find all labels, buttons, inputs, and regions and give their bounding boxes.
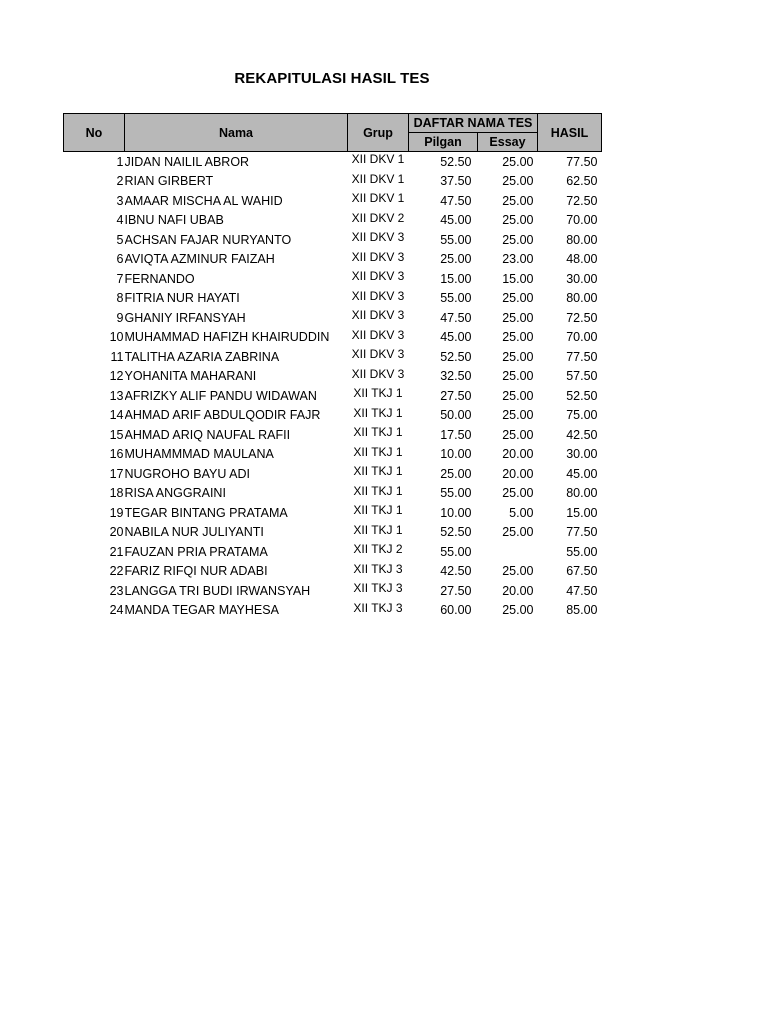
- cell-essay: 25.00: [502, 408, 534, 423]
- cell-hasil: 80.00: [566, 232, 598, 247]
- cell-grup: XII DKV 3: [351, 288, 405, 303]
- cell-nama: AMAAR MISCHA AL WAHID: [124, 193, 283, 208]
- cell-hasil: 85.00: [566, 603, 598, 618]
- cell-no: 3: [116, 193, 124, 208]
- cell-no: 2: [116, 174, 124, 189]
- table-row: [64, 269, 602, 289]
- cell-no: 19: [109, 505, 124, 520]
- cell-pilgan: 27.50: [440, 388, 472, 403]
- cell-no: 23: [109, 583, 124, 598]
- cell-essay: 25.00: [502, 603, 534, 618]
- cell-grup: XII TKJ 1: [353, 444, 403, 459]
- cell-pilgan: 45.00: [440, 213, 472, 228]
- cell-pilgan: 37.50: [440, 174, 472, 189]
- cell-grup: XII DKV 3: [351, 327, 405, 342]
- cell-essay: 25.00: [502, 564, 534, 579]
- table-row: [64, 172, 602, 192]
- table-row: [64, 581, 602, 601]
- header-no: No: [64, 114, 125, 152]
- cell-hasil: 42.50: [566, 427, 598, 442]
- cell-pilgan: 47.50: [440, 310, 472, 325]
- table-row: [64, 406, 602, 426]
- cell-grup: XII TKJ 1: [353, 503, 403, 517]
- cell-hasil: 45.00: [566, 466, 598, 481]
- cell-nama: ACHSAN FAJAR NURYANTO: [124, 232, 292, 247]
- cell-pilgan: 25.00: [440, 252, 472, 267]
- table-row: [64, 542, 602, 562]
- cell-nama: TEGAR BINTANG PRATAMA: [124, 505, 288, 520]
- cell-hasil: 77.50: [566, 525, 598, 540]
- cell-no: 11: [110, 349, 124, 364]
- table-row: [64, 250, 602, 270]
- cell-grup: XII TKJ 3: [353, 561, 403, 576]
- cell-hasil: 15.00: [566, 505, 598, 520]
- cell-grup: XII TKJ 3: [353, 600, 403, 615]
- cell-essay: 20.00: [502, 466, 534, 481]
- cell-grup: XII DKV 3: [351, 347, 405, 361]
- cell-hasil: 30.00: [566, 447, 598, 462]
- cell-pilgan: 52.50: [440, 525, 472, 540]
- cell-nama: IBNU NAFI UBAB: [124, 213, 224, 228]
- cell-essay: 25.00: [502, 232, 534, 247]
- cell-essay: 25.00: [502, 310, 534, 325]
- cell-grup: XII TKJ 2: [353, 542, 403, 556]
- table-row: [64, 523, 602, 543]
- cell-grup: XII DKV 3: [351, 308, 405, 322]
- cell-nama: LANGGA TRI BUDI IRWANSYAH: [124, 583, 311, 598]
- results-table: [63, 113, 602, 620]
- table-row: [64, 484, 602, 504]
- cell-pilgan: 50.00: [440, 408, 472, 423]
- cell-hasil: 77.50: [566, 349, 598, 364]
- cell-pilgan: 55.00: [440, 291, 472, 306]
- cell-essay: 20.00: [502, 447, 534, 462]
- table-row: [64, 503, 602, 523]
- cell-grup: XII TKJ 1: [353, 483, 403, 498]
- cell-grup: XII TKJ 1: [353, 522, 403, 537]
- cell-pilgan: 10.00: [440, 505, 472, 520]
- cell-hasil: 67.50: [566, 564, 598, 579]
- cell-hasil: 62.50: [566, 174, 598, 189]
- cell-essay: 25.00: [502, 174, 534, 189]
- cell-hasil: 75.00: [566, 408, 598, 423]
- cell-grup: XII TKJ 1: [353, 405, 403, 420]
- cell-essay: 25.00: [502, 427, 534, 442]
- cell-essay: 25.00: [502, 369, 534, 384]
- table-row: [64, 289, 602, 309]
- table-row: [64, 347, 602, 367]
- cell-no: 24: [109, 603, 124, 618]
- cell-pilgan: 42.50: [440, 564, 472, 579]
- cell-essay: 25.00: [502, 388, 534, 403]
- table-row: [64, 191, 602, 211]
- cell-essay: 20.00: [502, 583, 534, 598]
- cell-no: 10: [109, 330, 124, 345]
- cell-essay: 25.00: [502, 349, 534, 364]
- cell-essay: 25.00: [502, 525, 534, 540]
- cell-no: 18: [109, 486, 124, 501]
- cell-nama: YOHANITA MAHARANI: [124, 369, 257, 384]
- cell-grup: XII TKJ 3: [353, 581, 403, 595]
- table-header: [64, 114, 602, 152]
- cell-hasil: 57.50: [566, 369, 598, 384]
- table-row: [64, 425, 602, 445]
- cell-grup: XII DKV 1: [351, 152, 405, 166]
- cell-hasil: 48.00: [566, 252, 598, 267]
- cell-hasil: 55.00: [566, 544, 598, 559]
- table-row: [64, 445, 602, 465]
- cell-hasil: 70.00: [566, 213, 598, 228]
- cell-grup: XII TKJ 1: [353, 464, 403, 478]
- cell-pilgan: 32.50: [440, 369, 472, 384]
- cell-nama: RISA ANGGRAINI: [124, 486, 226, 501]
- cell-hasil: 77.50: [566, 154, 598, 169]
- cell-no: 7: [116, 271, 124, 286]
- header-pilgan: Pilgan: [409, 133, 478, 152]
- cell-essay: 5.00: [509, 505, 534, 520]
- table-row: [64, 464, 602, 484]
- header-nama: Nama: [125, 114, 348, 152]
- table-row: [64, 230, 602, 250]
- header-hasil: HASIL: [538, 114, 602, 152]
- cell-pilgan: 17.50: [440, 427, 472, 442]
- cell-nama: AVIQTA AZMINUR FAIZAH: [124, 252, 275, 267]
- cell-pilgan: 15.00: [440, 271, 472, 286]
- cell-hasil: 30.00: [566, 271, 598, 286]
- cell-nama: MANDA TEGAR MAYHESA: [124, 603, 279, 618]
- cell-grup: XII DKV 3: [351, 366, 405, 381]
- cell-hasil: 70.00: [566, 330, 598, 345]
- cell-no: 9: [116, 310, 124, 325]
- cell-pilgan: 45.00: [440, 330, 472, 345]
- cell-grup: XII DKV 1: [351, 191, 405, 205]
- cell-nama: FITRIA NUR HAYATI: [124, 291, 240, 306]
- cell-grup: XII TKJ 1: [353, 386, 403, 400]
- cell-nama: AHMAD ARIF ABDULQODIR FAJR: [124, 408, 321, 423]
- cell-nama: AHMAD ARIQ NAUFAL RAFII: [124, 427, 291, 442]
- cell-nama: NABILA NUR JULIYANTI: [124, 525, 264, 540]
- header-daftar-nama-tes: DAFTAR NAMA TES: [409, 114, 538, 133]
- cell-grup: XII DKV 3: [351, 230, 405, 244]
- cell-pilgan: 27.50: [440, 583, 472, 598]
- table-row: [64, 562, 602, 582]
- cell-no: 8: [116, 291, 124, 306]
- table-row: [64, 601, 602, 621]
- cell-no: 12: [109, 369, 124, 384]
- cell-hasil: 80.00: [566, 486, 598, 501]
- page-title: REKAPITULASI HASIL TES: [234, 70, 430, 87]
- cell-nama: JIDAN NAILIL ABROR: [124, 154, 250, 169]
- cell-no: 6: [116, 252, 124, 267]
- table-body: [64, 152, 602, 621]
- cell-nama: MUHAMMAD HAFIZH KHAIRUDDIN: [124, 330, 330, 345]
- cell-pilgan: 47.50: [440, 193, 472, 208]
- cell-essay: 15.00: [502, 271, 534, 286]
- cell-essay: 25.00: [502, 213, 534, 228]
- cell-no: 16: [109, 447, 124, 462]
- cell-nama: GHANIY IRFANSYAH: [124, 310, 246, 325]
- cell-pilgan: 52.50: [440, 349, 472, 364]
- cell-hasil: 52.50: [566, 388, 598, 403]
- cell-grup: XII DKV 2: [351, 210, 405, 225]
- cell-no: 13: [109, 388, 124, 403]
- cell-pilgan: 10.00: [440, 447, 472, 462]
- cell-nama: TALITHA AZARIA ZABRINA: [124, 349, 280, 364]
- cell-nama: NUGROHO BAYU ADI: [124, 466, 250, 481]
- cell-nama: FARIZ RIFQI NUR ADABI: [124, 564, 268, 579]
- cell-essay: 25.00: [502, 291, 534, 306]
- cell-pilgan: 55.00: [440, 486, 472, 501]
- table-row: [64, 386, 602, 406]
- cell-no: 15: [109, 427, 124, 442]
- cell-no: 14: [109, 408, 124, 423]
- table-row: [64, 328, 602, 348]
- table-row: [64, 308, 602, 328]
- cell-grup: XII TKJ 1: [353, 425, 403, 439]
- cell-nama: AFRIZKY ALIF PANDU WIDAWAN: [124, 388, 317, 403]
- cell-pilgan: 55.00: [440, 544, 472, 559]
- cell-essay: [478, 542, 538, 562]
- cell-no: 5: [116, 232, 124, 247]
- cell-nama: MUHAMMMAD MAULANA: [124, 447, 274, 462]
- table-row: [64, 367, 602, 387]
- cell-grup: XII DKV 3: [351, 249, 405, 264]
- cell-grup: XII DKV 1: [351, 171, 405, 186]
- cell-nama: FERNANDO: [124, 271, 195, 286]
- cell-no: 17: [109, 466, 124, 481]
- cell-essay: 25.00: [502, 486, 534, 501]
- cell-no: 20: [109, 525, 124, 540]
- cell-essay: 25.00: [502, 154, 534, 169]
- cell-hasil: 80.00: [566, 291, 598, 306]
- cell-no: 22: [109, 564, 124, 579]
- cell-nama: FAUZAN PRIA PRATAMA: [124, 544, 268, 559]
- cell-no: 4: [116, 213, 124, 228]
- cell-hasil: 47.50: [566, 583, 598, 598]
- cell-no: 1: [116, 154, 124, 169]
- cell-hasil: 72.50: [566, 310, 598, 325]
- cell-hasil: 72.50: [566, 193, 598, 208]
- header-essay: Essay: [478, 133, 538, 152]
- table-row: [64, 211, 602, 231]
- cell-pilgan: 60.00: [440, 603, 472, 618]
- cell-essay: 23.00: [502, 252, 534, 267]
- cell-essay: 25.00: [502, 193, 534, 208]
- cell-grup: XII DKV 3: [351, 269, 405, 283]
- cell-pilgan: 52.50: [440, 154, 472, 169]
- cell-pilgan: 55.00: [440, 232, 472, 247]
- cell-essay: 25.00: [502, 330, 534, 345]
- header-grup: Grup: [348, 114, 409, 152]
- table-row: [64, 152, 602, 172]
- cell-nama: RIAN GIRBERT: [124, 174, 214, 189]
- cell-no: 21: [109, 544, 124, 559]
- cell-pilgan: 25.00: [440, 466, 472, 481]
